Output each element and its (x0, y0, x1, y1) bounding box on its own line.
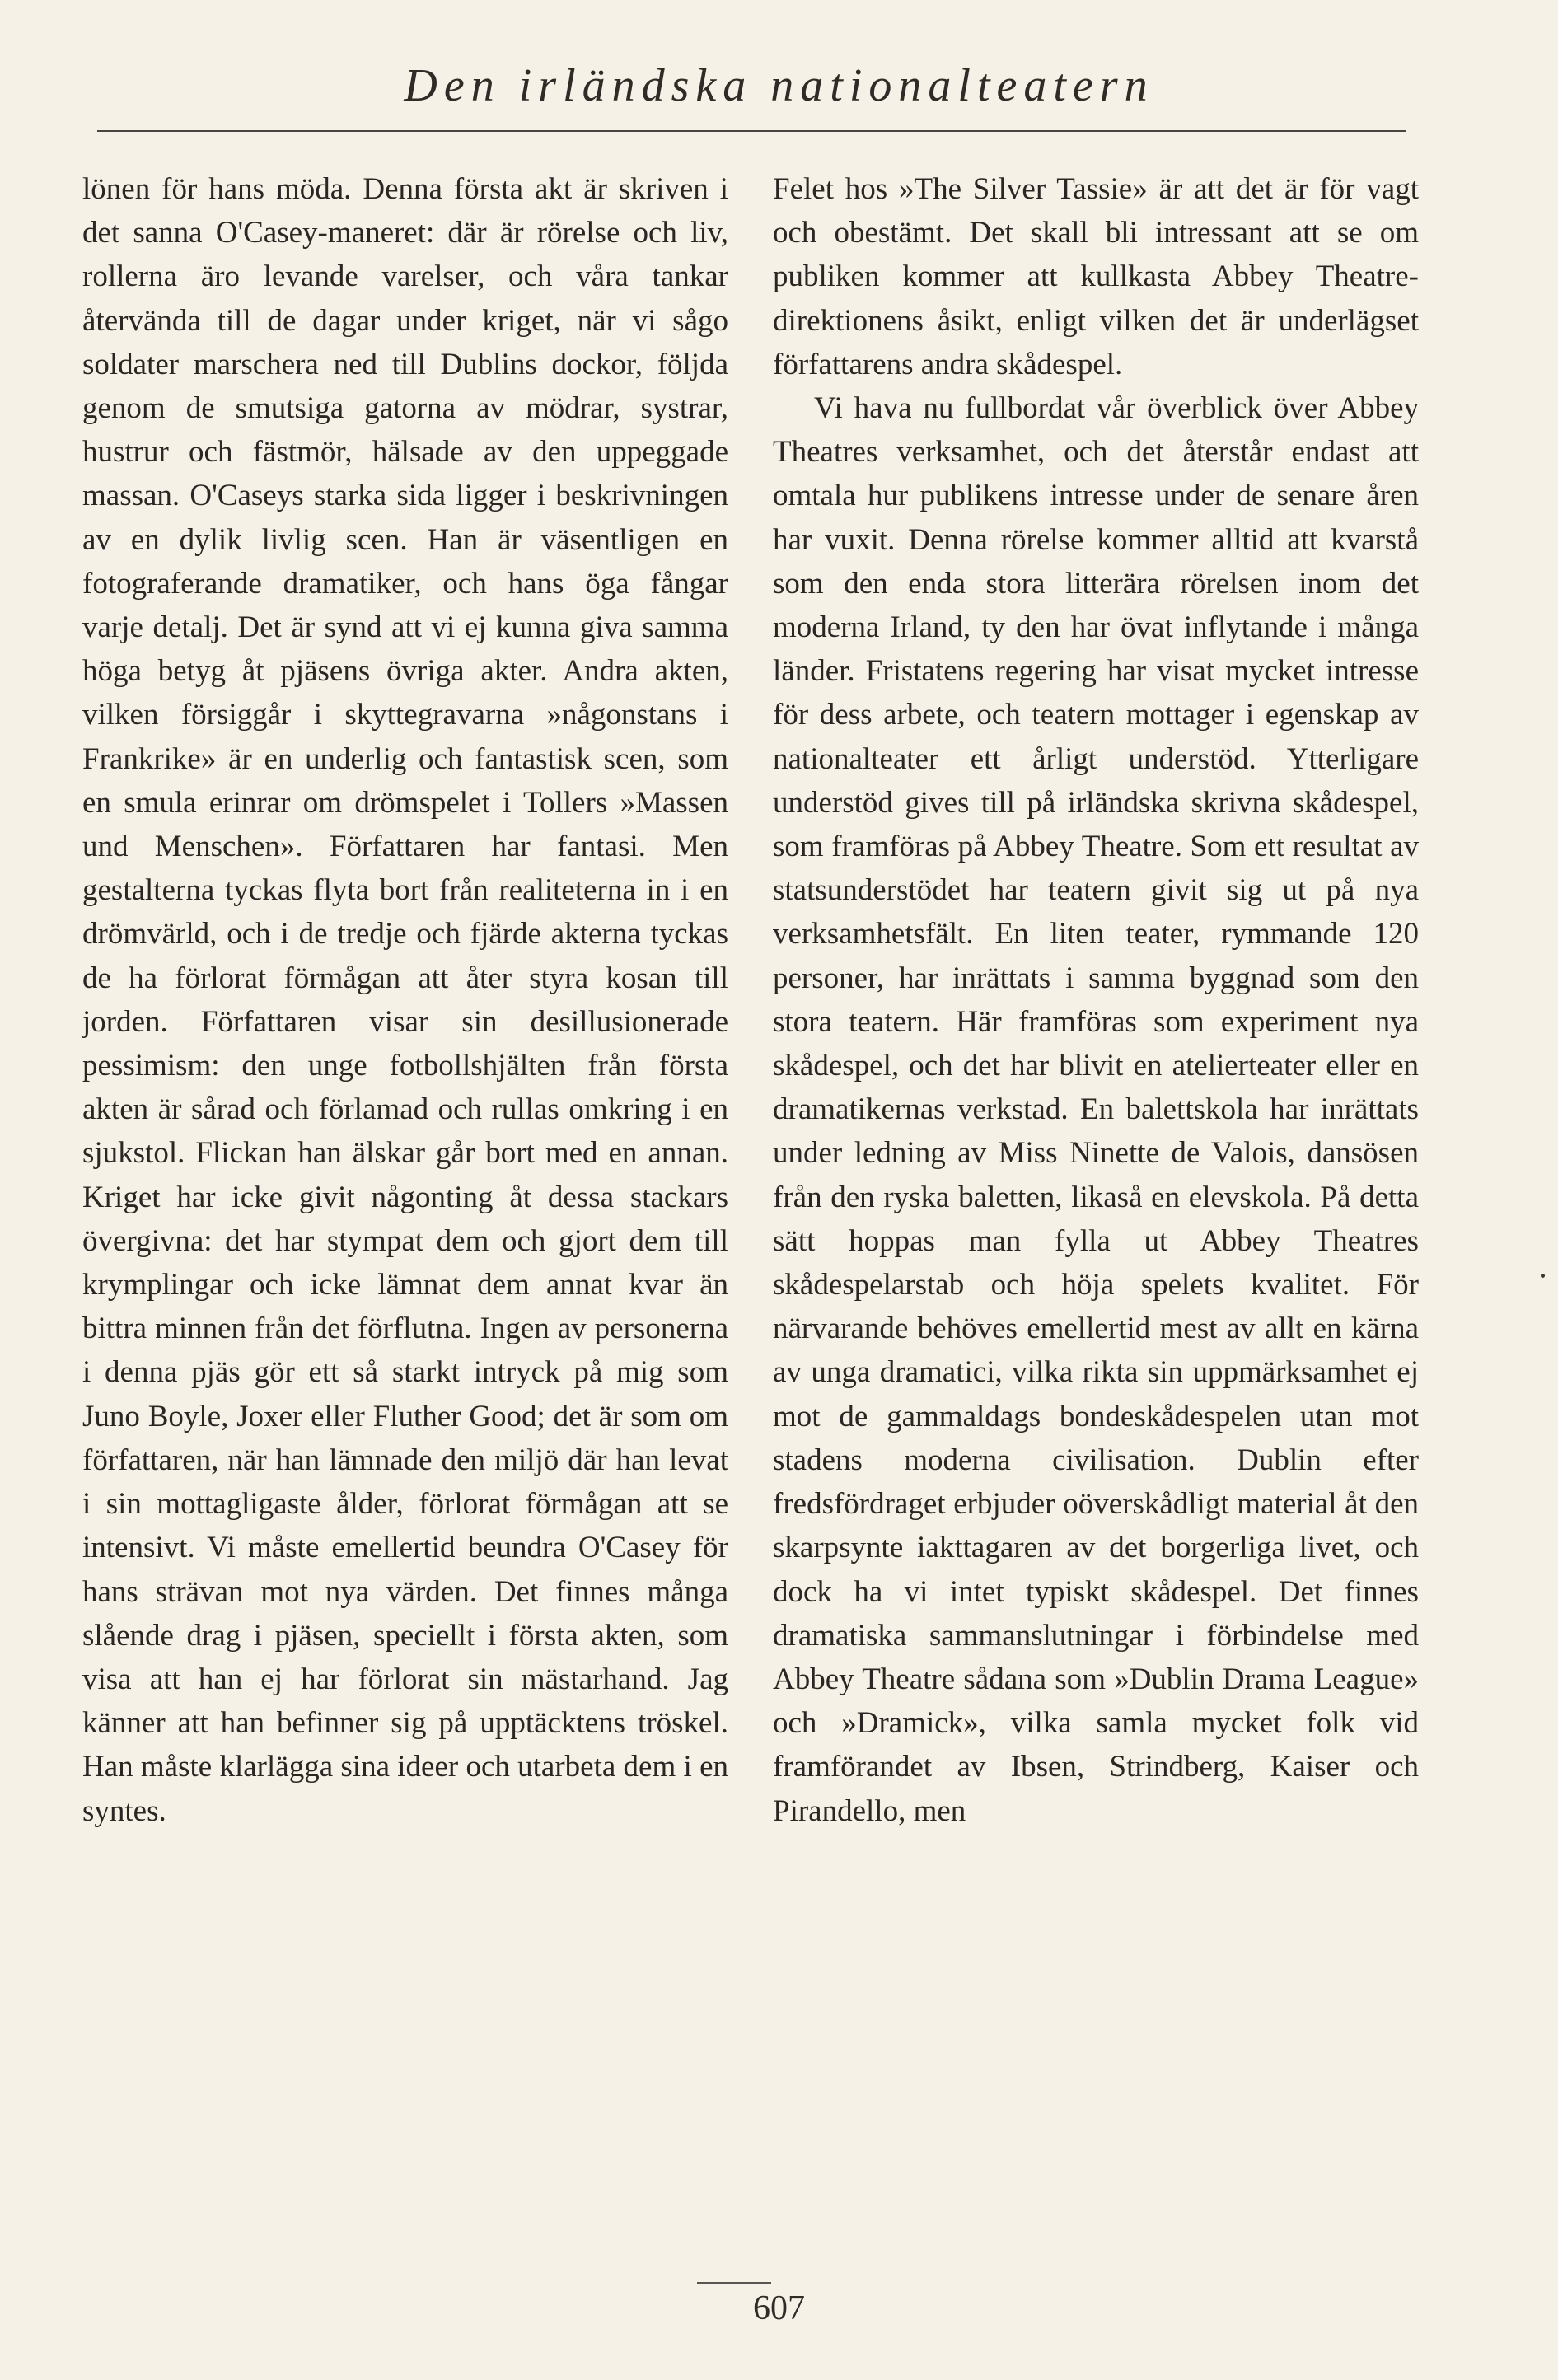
right-paragraph-1: Felet hos »The Silver Tassie» är att det är för vagt och obestämt. Det skall bli intressant att se om publiken kommer att kullkasta Abbey Theatre-direktionens åsikt, enligt vilken det är underlägset författarens andra skådespel. (773, 172, 1419, 381)
right-column (773, 167, 1419, 1833)
right-paragraph-2: Vi hava nu fullbordat vår överblick över Abbey Theatres verksamhet, och det återstår endast att omtala hur publikens intresse under de senare åren har vuxit. Denna rörelse kommer alltid att kvarstå som den enda stora litterära rörelsen inom det moderna Irland, ty den har övat inflytande i många länder. Fristatens regering har visat mycket intresse för dess arbete, och teatern mottager i egenskap av nationalteater ett årligt understöd. Ytterligare understöd gives till på irländska skrivna skådespel, som framföras på Abbey Theatre. Som ett resultat av statsunderstödet har teatern givit sig ut på nya verksamhetsfält. En liten teater, rymmande 120 personer, har inrättats i samma byggnad som den stora teatern. Här framföras som experiment nya skådespel, och det har blivit en atelierteater eller en dramatikernas verkstad. En balettskola har inrättats under ledning av Miss Ninette de Valois, dansösen från den ryska baletten, likaså en elevskola. På detta sätt hoppas man fylla ut Abbey Theatres skådespelarstab och höja spelets kvalitet. För närvarande behöves emellertid mest av allt en kärna av unga dramatici, vilka rikta sin uppmärksamhet ej mot de gammaldags bondeskådespelen utan mot stadens moderna civilisation. Dublin efter fredsfördraget erbjuder oöverskådligt material åt den skarpsynte iakttagaren av det borgerliga livet, och dock ha vi intet typiskt skådespel. Det finnes dramatiska sammanslutningar i förbindelse med Abbey Theatre sådana som »Dublin Drama League» och »Dramick», vilka samla mycket folk vid framförandet av Ibsen, Strindberg, Kaiser och Pirandello, men (773, 391, 1419, 1828)
header-rule (97, 130, 1406, 132)
page-number: 607 (753, 2289, 805, 2327)
left-paragraph-1: lönen för hans möda. Denna första akt är skriven i det sanna O'Casey-maneret: där är rörelse och liv, rollerna äro levande varelser, och våra tankar återvända till de dagar under kriget, när vi sågo soldater marschera ned till Dublins dockor, följda genom de smutsiga gatorna av mödrar, systrar, hustrur och fästmör, hälsade av den uppeggade massan. O'Caseys starka sida ligger i beskrivningen av en dylik livlig scen. Han är väsentligen en fotograferande dramatiker, och hans öga fångar varje detalj. Det är synd att vi ej kunna giva samma höga betyg åt pjäsens övriga akter. Andra akten, vilken försiggår i skyttegravarna »någonstans i Frankrike» är en underlig och fantastisk scen, som en smula erinrar om drömspelet i Tollers »Massen und Menschen». Författaren har fantasi. Men gestalterna tyckas flyta bort från realiteterna in i en drömvärld, och i de tredje och fjärde akterna tyckas de ha förlorat förmågan att åter styra kosan till jorden. Författaren visar sin desillusionerade pessimism: den unge fotbollshjälten från första akten är sårad och förlamad och rullas omkring i en sjukstol. Flickan han älskar går bort med en annan. Kriget har icke givit någonting åt dessa stackars övergivna: det har stympat dem och gjort dem till krymplingar och icke lämnat dem annat kvar än bittra minnen från det förflutna. Ingen av personerna i denna pjäs gör ett så starkt intryck på mig som Juno Boyle, Joxer eller Fluther Good; det är som om författaren, när han lämnade den miljö där han levat i sin mottagligaste ålder, förlorat förmågan att se intensivt. Vi måste emellertid beundra O'Casey för hans strävan mot nya värden. Det finnes många slående drag i pjäsen, speciellt i första akten, som visa att han ej har förlorat sin mästarhand. Jag känner att han befinner sig på upptäcktens tröskel. Han måste klarlägga sina ideer och utarbeta dem i en syntes. (82, 172, 728, 1828)
running-title: Den irländska nationalteatern (404, 60, 1154, 111)
folio-rule (697, 2282, 771, 2284)
left-column (82, 167, 728, 1833)
margin-dot (1541, 1274, 1545, 1278)
